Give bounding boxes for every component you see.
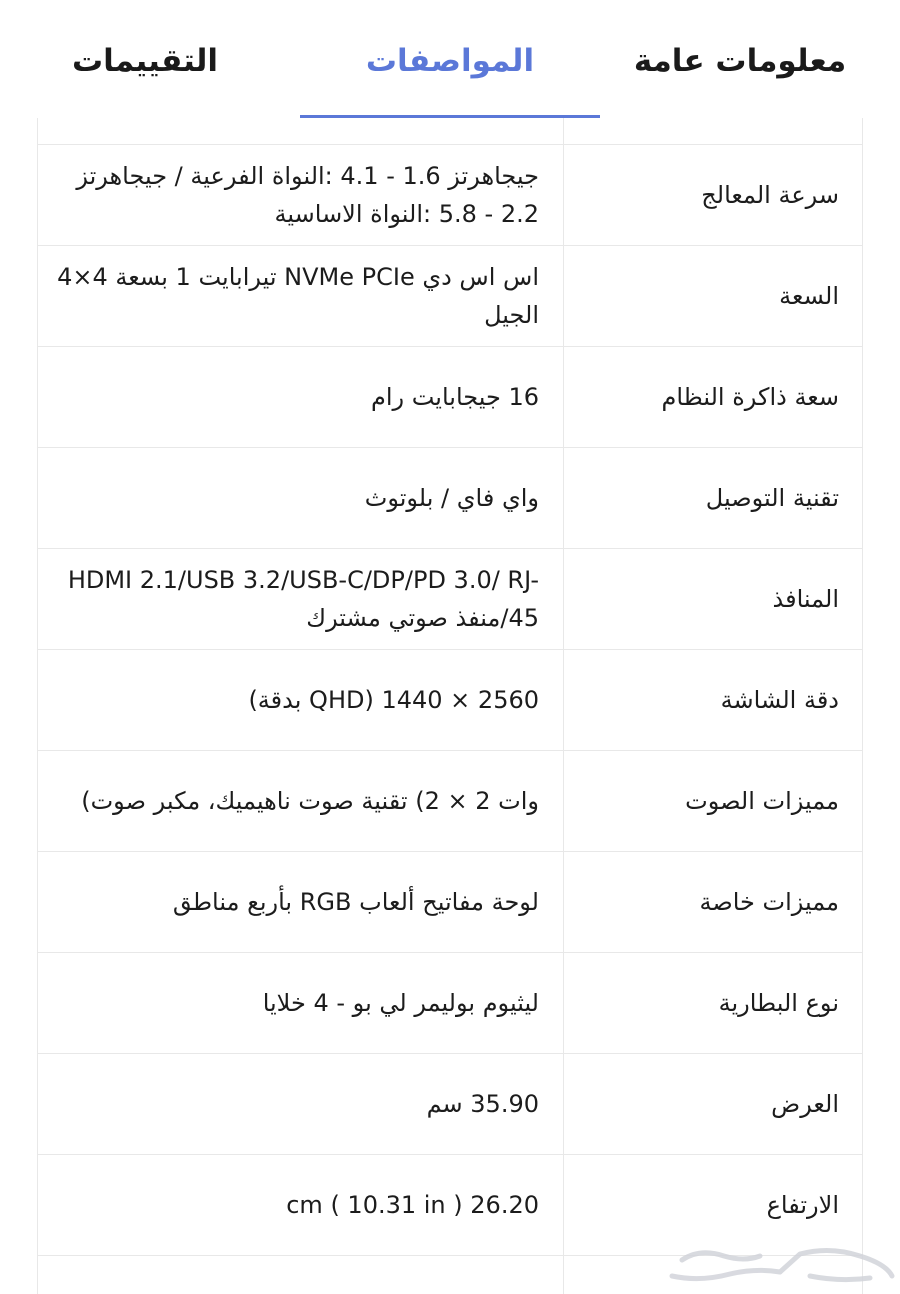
table-row [37, 750, 863, 851]
spec-value [55, 852, 539, 952]
spec-value-text: 2560 × 1440 (QHD بدقة) [248, 686, 539, 714]
spec-label: مميزات خاصة [699, 888, 839, 916]
spec-value-text: جيجاهرتز 1.6 - 4.1 :النواة الفرعية / جيجاهرتز 2.2 - 5.8 :النواة الاساسية [76, 162, 539, 228]
spec-value [55, 347, 539, 447]
spec-value-text: ليثيوم بوليمر لي بو - 4 خلايا [262, 989, 539, 1017]
spec-value-text: 35.90 سم [426, 1090, 539, 1118]
table-row [37, 245, 863, 346]
table-row [37, 952, 863, 1053]
spec-value-text: HDMI 2.1/USB 3.2/USB-C/DP/PD 3.0/ RJ-45/منفذ صوتي مشترك [67, 566, 539, 632]
spec-value [55, 953, 539, 1053]
spec-label: سرعة المعالج [701, 181, 839, 209]
spec-value [55, 246, 539, 346]
spec-label: نوع البطارية [718, 989, 839, 1017]
tab-specifications[interactable]: المواصفات [365, 43, 535, 79]
spec-label: دقة الشاشة [720, 686, 839, 714]
spec-value-text: واي فاي / بلوتوث [364, 484, 539, 512]
table-row [37, 447, 863, 548]
table-row [37, 346, 863, 447]
table-row [37, 1053, 863, 1154]
spec-value-text: وات 2 × 2) تقنية صوت ناهيميك، مكبر صوت) [81, 787, 539, 815]
spec-value [55, 650, 539, 750]
spec-value-text: لوحة مفاتيح ألعاب RGB بأربع مناطق [172, 888, 539, 916]
tab-bar [0, 0, 900, 118]
spec-value [55, 448, 539, 548]
spec-label: الارتفاع [766, 1191, 839, 1219]
spec-value-text: 16 جيجابايت رام [370, 383, 539, 411]
spec-label: المنافذ [772, 585, 839, 613]
specs-table [37, 118, 863, 1294]
tab-reviews[interactable]: التقييمات [71, 43, 219, 79]
spec-label: السعة [779, 282, 839, 310]
spec-value-text: 26.20 cm ( 10.31 in ) [286, 1191, 539, 1219]
spec-value [55, 1054, 539, 1154]
spec-value [55, 751, 539, 851]
table-row [37, 548, 863, 649]
spec-label: مميزات الصوت [685, 787, 839, 815]
spec-label: العرض [771, 1090, 839, 1118]
spec-value-text: اس اس دي NVMe PCIe تيرابايت 1 بسعة 4×4 الجيل [57, 263, 539, 329]
spec-value [55, 549, 539, 649]
tab-general-info[interactable]: معلومات عامة [633, 43, 847, 79]
spec-label: سعة ذاكرة النظام [661, 383, 839, 411]
table-row [37, 649, 863, 750]
spec-label: تقنية التوصيل [705, 484, 839, 512]
spec-value [55, 145, 539, 245]
table-row [37, 851, 863, 952]
spec-value [55, 1155, 539, 1255]
table-row [37, 144, 863, 245]
haraj-watermark-logo [660, 1236, 900, 1288]
